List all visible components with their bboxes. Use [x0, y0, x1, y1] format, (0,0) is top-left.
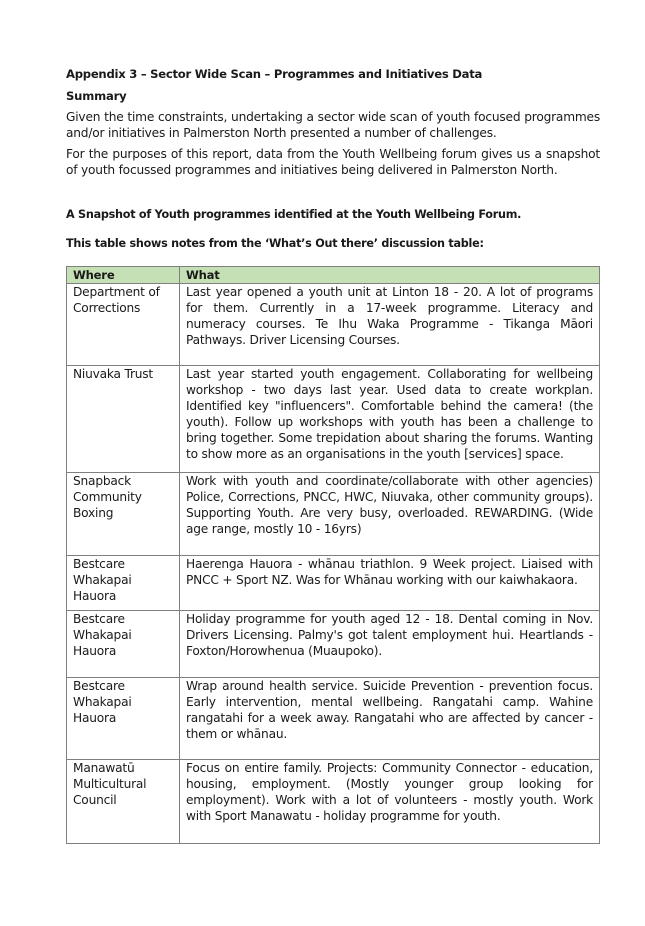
table-row	[67, 678, 600, 760]
summary-paragraph-2: For the purposes of this report, data from the Youth Wellbeing forum gives us a snapshot of youth focussed programmes and initiatives being delivered in Palmerston North.	[66, 147, 600, 177]
table-row	[67, 556, 600, 611]
what-cell: Last year opened a youth unit at Linton 18 - 20. A lot of programs for them. Currently in a 17-week programme. Literacy and numeracy courses. Te Ihu Waka Programme - Tikanga Māori Pathways. Driver Licensing Courses.	[180, 284, 600, 366]
table-row	[67, 760, 600, 844]
where-cell: Department of Corrections	[67, 284, 180, 366]
snapshot-heading: A Snapshot of Youth programmes identified at the Youth Wellbeing Forum.	[66, 208, 522, 221]
what-cell: Last year started youth engagement. Collaborating for wellbeing workshop - two days last year. Used data to create workplan. Identified key "influencers". Comfortable behind the camera! (the youth). Follow up workshops with youth has been a challenge to bring together. Some trepidation about sharing the forums. Wanting to show more as an organisations in the youth [services] space.	[180, 366, 600, 473]
what-cell: Holiday programme for youth aged 12 - 18. Dental coming in Nov. Drivers Licensing. Palmy's got talent employment hui. Heartlands - Foxton/Horowhenua (Muaupoko).	[180, 611, 600, 678]
where-cell: Bestcare Whakapai Hauora	[67, 611, 180, 678]
where-cell: Manawatū Multicultural Council	[67, 760, 180, 844]
appendix-heading: Appendix 3 – Sector Wide Scan – Programmes and Initiatives Data	[66, 67, 483, 81]
table-row	[67, 473, 600, 556]
programmes-table	[66, 266, 600, 844]
table-row	[67, 366, 600, 473]
what-cell: Focus on entire family. Projects: Community Connector - education, housing, employment. (Mostly younger group looking for employment). Work with a lot of volunteers - mostly youth. Work with Sport Manawatu - holiday programme for youth.	[180, 760, 600, 844]
what-cell: Wrap around health service. Suicide Prevention - prevention focus. Early intervention, mental wellbeing. Rangatahi camp. Wahine rangatahi for a week away. Rangatahi who are affected by cancer - them or whānau.	[180, 678, 600, 760]
table-row	[67, 284, 600, 366]
summary-paragraph-1: Given the time constraints, undertaking a sector wide scan of youth focused programmes and/or initiatives in Palmerston North presented a number of challenges.	[66, 110, 600, 140]
table-intro: This table shows notes from the ‘What’s Out there’ discussion table:	[66, 237, 484, 250]
where-cell: Bestcare Whakapai Hauora	[67, 556, 180, 611]
column-header-what: What	[180, 267, 600, 284]
where-cell: Niuvaka Trust	[67, 366, 180, 473]
what-cell: Haerenga Hauora - whānau triathlon. 9 Week project. Liaised with PNCC + Sport NZ. Was for Whānau working with our kaiwhakaora.	[180, 556, 600, 611]
table-header-row	[67, 267, 600, 284]
table-row	[67, 611, 600, 678]
summary-heading: Summary	[66, 89, 127, 103]
where-cell: Bestcare Whakapai Hauora	[67, 678, 180, 760]
column-header-where: Where	[67, 267, 180, 284]
where-cell: Snapback Community Boxing	[67, 473, 180, 556]
what-cell: Work with youth and coordinate/collaborate with other agencies) Police, Corrections, PNCC, HWC, Niuvaka, other community groups). Supporting Youth. Are very busy, overloaded. REWARDING. (Wide age range, mostly 10 - 16yrs)	[180, 473, 600, 556]
